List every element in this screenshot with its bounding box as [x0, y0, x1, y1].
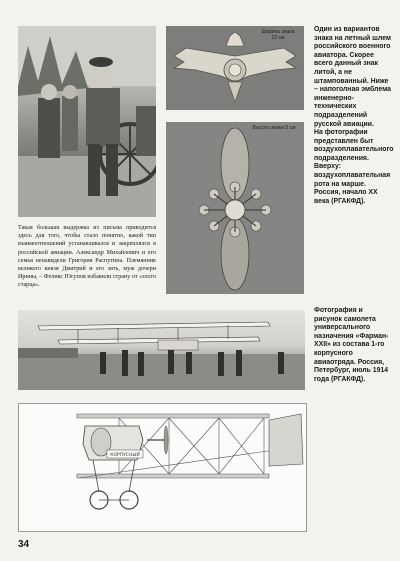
- farman-photo-art: [18, 310, 305, 390]
- propeller-badge-photo: [166, 122, 304, 294]
- badge-caption: Один из вариантов знака на летный шлем российского военного авиатора. Скорее всего данный знак литой, а не штампованный. Ниже – напоголная эмблема инженерно-технических подразделений русской авиации.: [314, 26, 391, 128]
- drawing-unit-label: КОРПУСНЫЙ: [110, 453, 140, 458]
- soldier-caption: Такая большая выдержка из письма приводится здесь для того, чтобы стало понятно, какой тип взаимоотношений устанавливался и закреплялся в российской авиации. Александр Михайлович и его семья ненавидели Григория Распутина. Племянник великого князя Дмитрий и его зять, муж дочери Ирины, – Феликс Юсупов избавили страну от «злого старца».: [18, 225, 156, 289]
- propeller-emblem-icon: [166, 122, 304, 294]
- farman-drawing: [18, 403, 307, 532]
- page-number: 34: [18, 539, 30, 550]
- badge-scale-label: [258, 29, 298, 41]
- farman-drawing-art: [19, 404, 306, 531]
- badge-photo: [166, 26, 304, 110]
- farman-photo: [18, 310, 305, 390]
- badge-scale-line-1: Ширина знака: [261, 29, 295, 35]
- propeller-scale-label: Высота знака 5 см: [252, 125, 296, 131]
- farman-caption: Фотография и рисунок самолета универсального назначения «Фарман-XXII» из состава 1-го корпусного авиаотряда. Россия, Петербург, июль 1914 года (РГАКФД).: [314, 307, 389, 383]
- soldiers-photo: [18, 26, 156, 217]
- soldiers-photo-art: [18, 26, 156, 217]
- balloon-caption: На фотографии представлен быт воздухоплавательного подразделения. Вверху: воздухоплавательная рота на марше. Россия, начало XX века (РГАКФД).: [314, 129, 394, 205]
- badge-scale-line-2: 12 см: [271, 35, 285, 41]
